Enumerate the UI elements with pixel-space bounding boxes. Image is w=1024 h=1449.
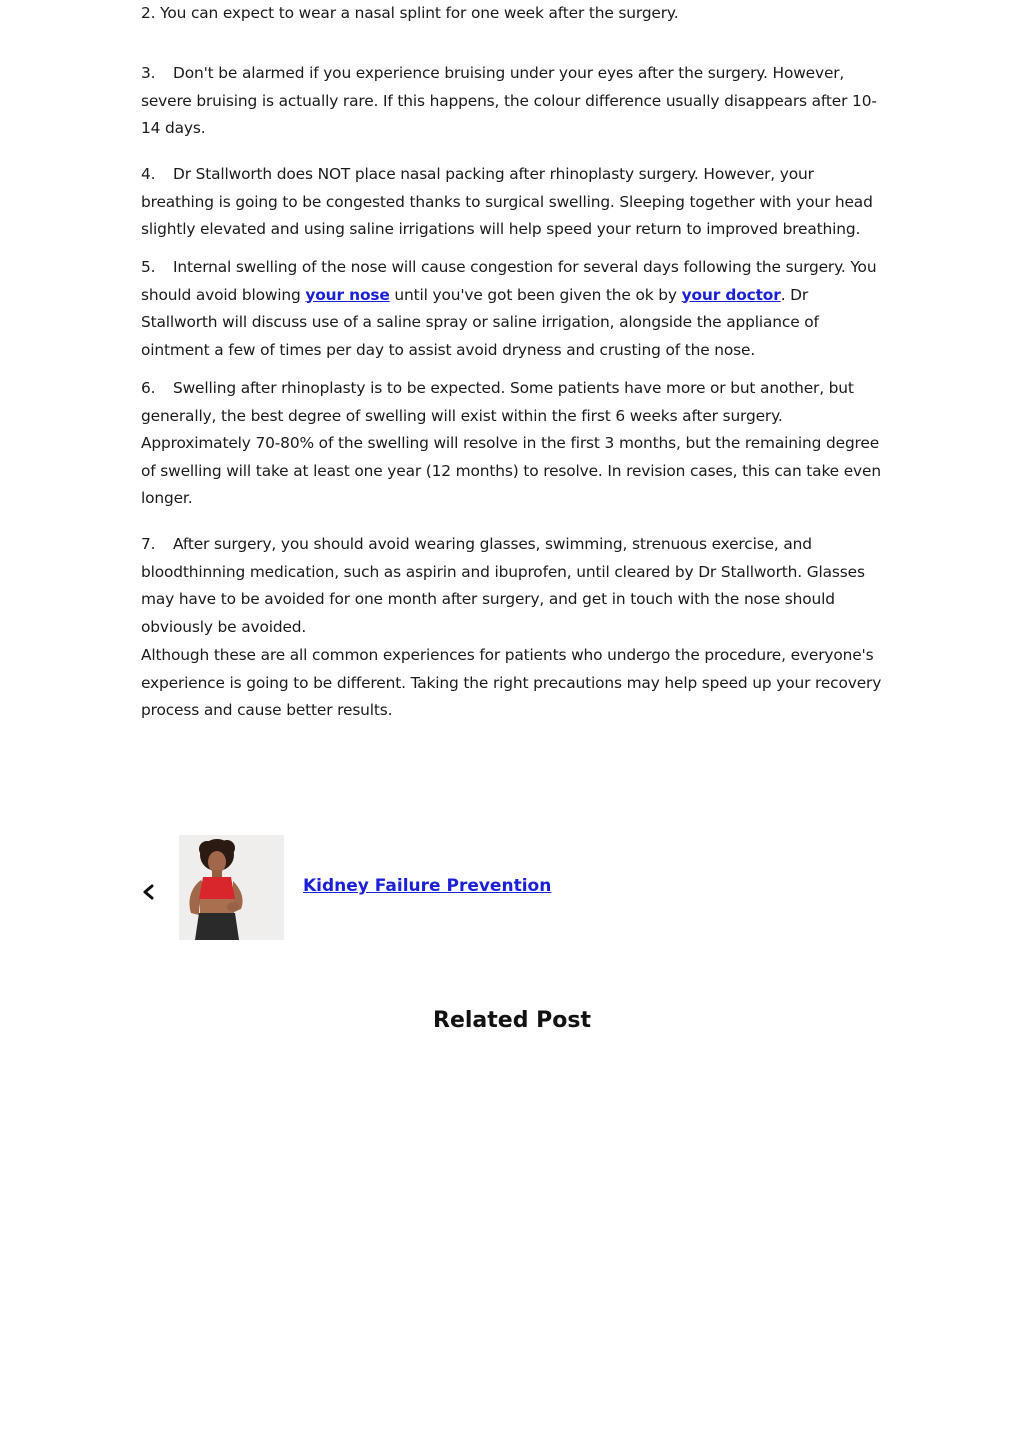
- paragraph-3: [141, 60, 883, 143]
- paragraph-4: [141, 161, 883, 244]
- related-post-heading: Related Post: [433, 1008, 591, 1033]
- paragraph-7: [141, 531, 883, 641]
- chevron-left-icon[interactable]: [141, 883, 157, 901]
- paragraph-5: [141, 254, 883, 364]
- previous-post-nav: [141, 835, 841, 940]
- paragraph-5-text-a: Internal swelling of the nose will cause congestion for several days following the surgery. You should avoid blowing: [141, 258, 877, 304]
- paragraph-5-text-c: . Dr Stallworth will discuss use of a saline spray or saline irrigation, alongside the appliance of ointment a few of times per day to assist avoid dryness and crusting of the nose.: [141, 285, 819, 359]
- item-number: 3.: [141, 64, 156, 82]
- your-nose-link[interactable]: your nose: [305, 285, 390, 304]
- previous-post-thumbnail[interactable]: [179, 835, 284, 940]
- item-number: 7.: [141, 535, 156, 553]
- your-doctor-link[interactable]: your doctor: [681, 285, 781, 304]
- previous-post-link[interactable]: Kidney Failure Prevention: [303, 876, 552, 896]
- item-number: 6.: [141, 379, 156, 397]
- paragraph-3-text: Don't be alarmed if you experience bruising under your eyes after the surgery. However, severe bruising is actually rare. If this happens, the colour difference usually disappears after 10-14 days.: [141, 64, 877, 137]
- paragraph-6-text: Swelling after rhinoplasty is to be expected. Some patients have more or but another, but generally, the best degree of swelling will exist within the first 6 weeks after surgery. Approximately 70-80% of the swelling will resolve in the first 3 months, but the remaining degree of swelling will take at least one year (12 months) to resolve. In revision cases, this can take even longer.: [141, 379, 881, 507]
- paragraph-4-text: Dr Stallworth does NOT place nasal packing after rhinoplasty surgery. However, your breathing is going to be congested thanks to surgical swelling. Sleeping together with your head slightly elevated and using saline irrigations will help speed your return to improved breathing.: [141, 165, 873, 238]
- paragraph-7-text: After surgery, you should avoid wearing glasses, swimming, strenuous exercise, and bloodthinning medication, such as aspirin and ibuprofen, until cleared by Dr Stallworth. Glasses may have to be avoided for one month after surgery, and get in touch with the nose should obviously be avoided.: [141, 535, 865, 636]
- item-number: 5.: [141, 258, 156, 276]
- item-number: 4.: [141, 165, 156, 183]
- paragraph-5-text-b: until you've got been given the ok by: [389, 285, 677, 304]
- closing-paragraph: Although these are all common experiences for patients who undergo the procedure, everyone's experience is going to be different. Taking the right precautions may help speed up your recovery process and cause better results.: [141, 646, 882, 719]
- paragraph-6: [141, 375, 883, 513]
- paragraph-2: 2. You can expect to wear a nasal splint for one week after the surgery.: [141, 4, 679, 22]
